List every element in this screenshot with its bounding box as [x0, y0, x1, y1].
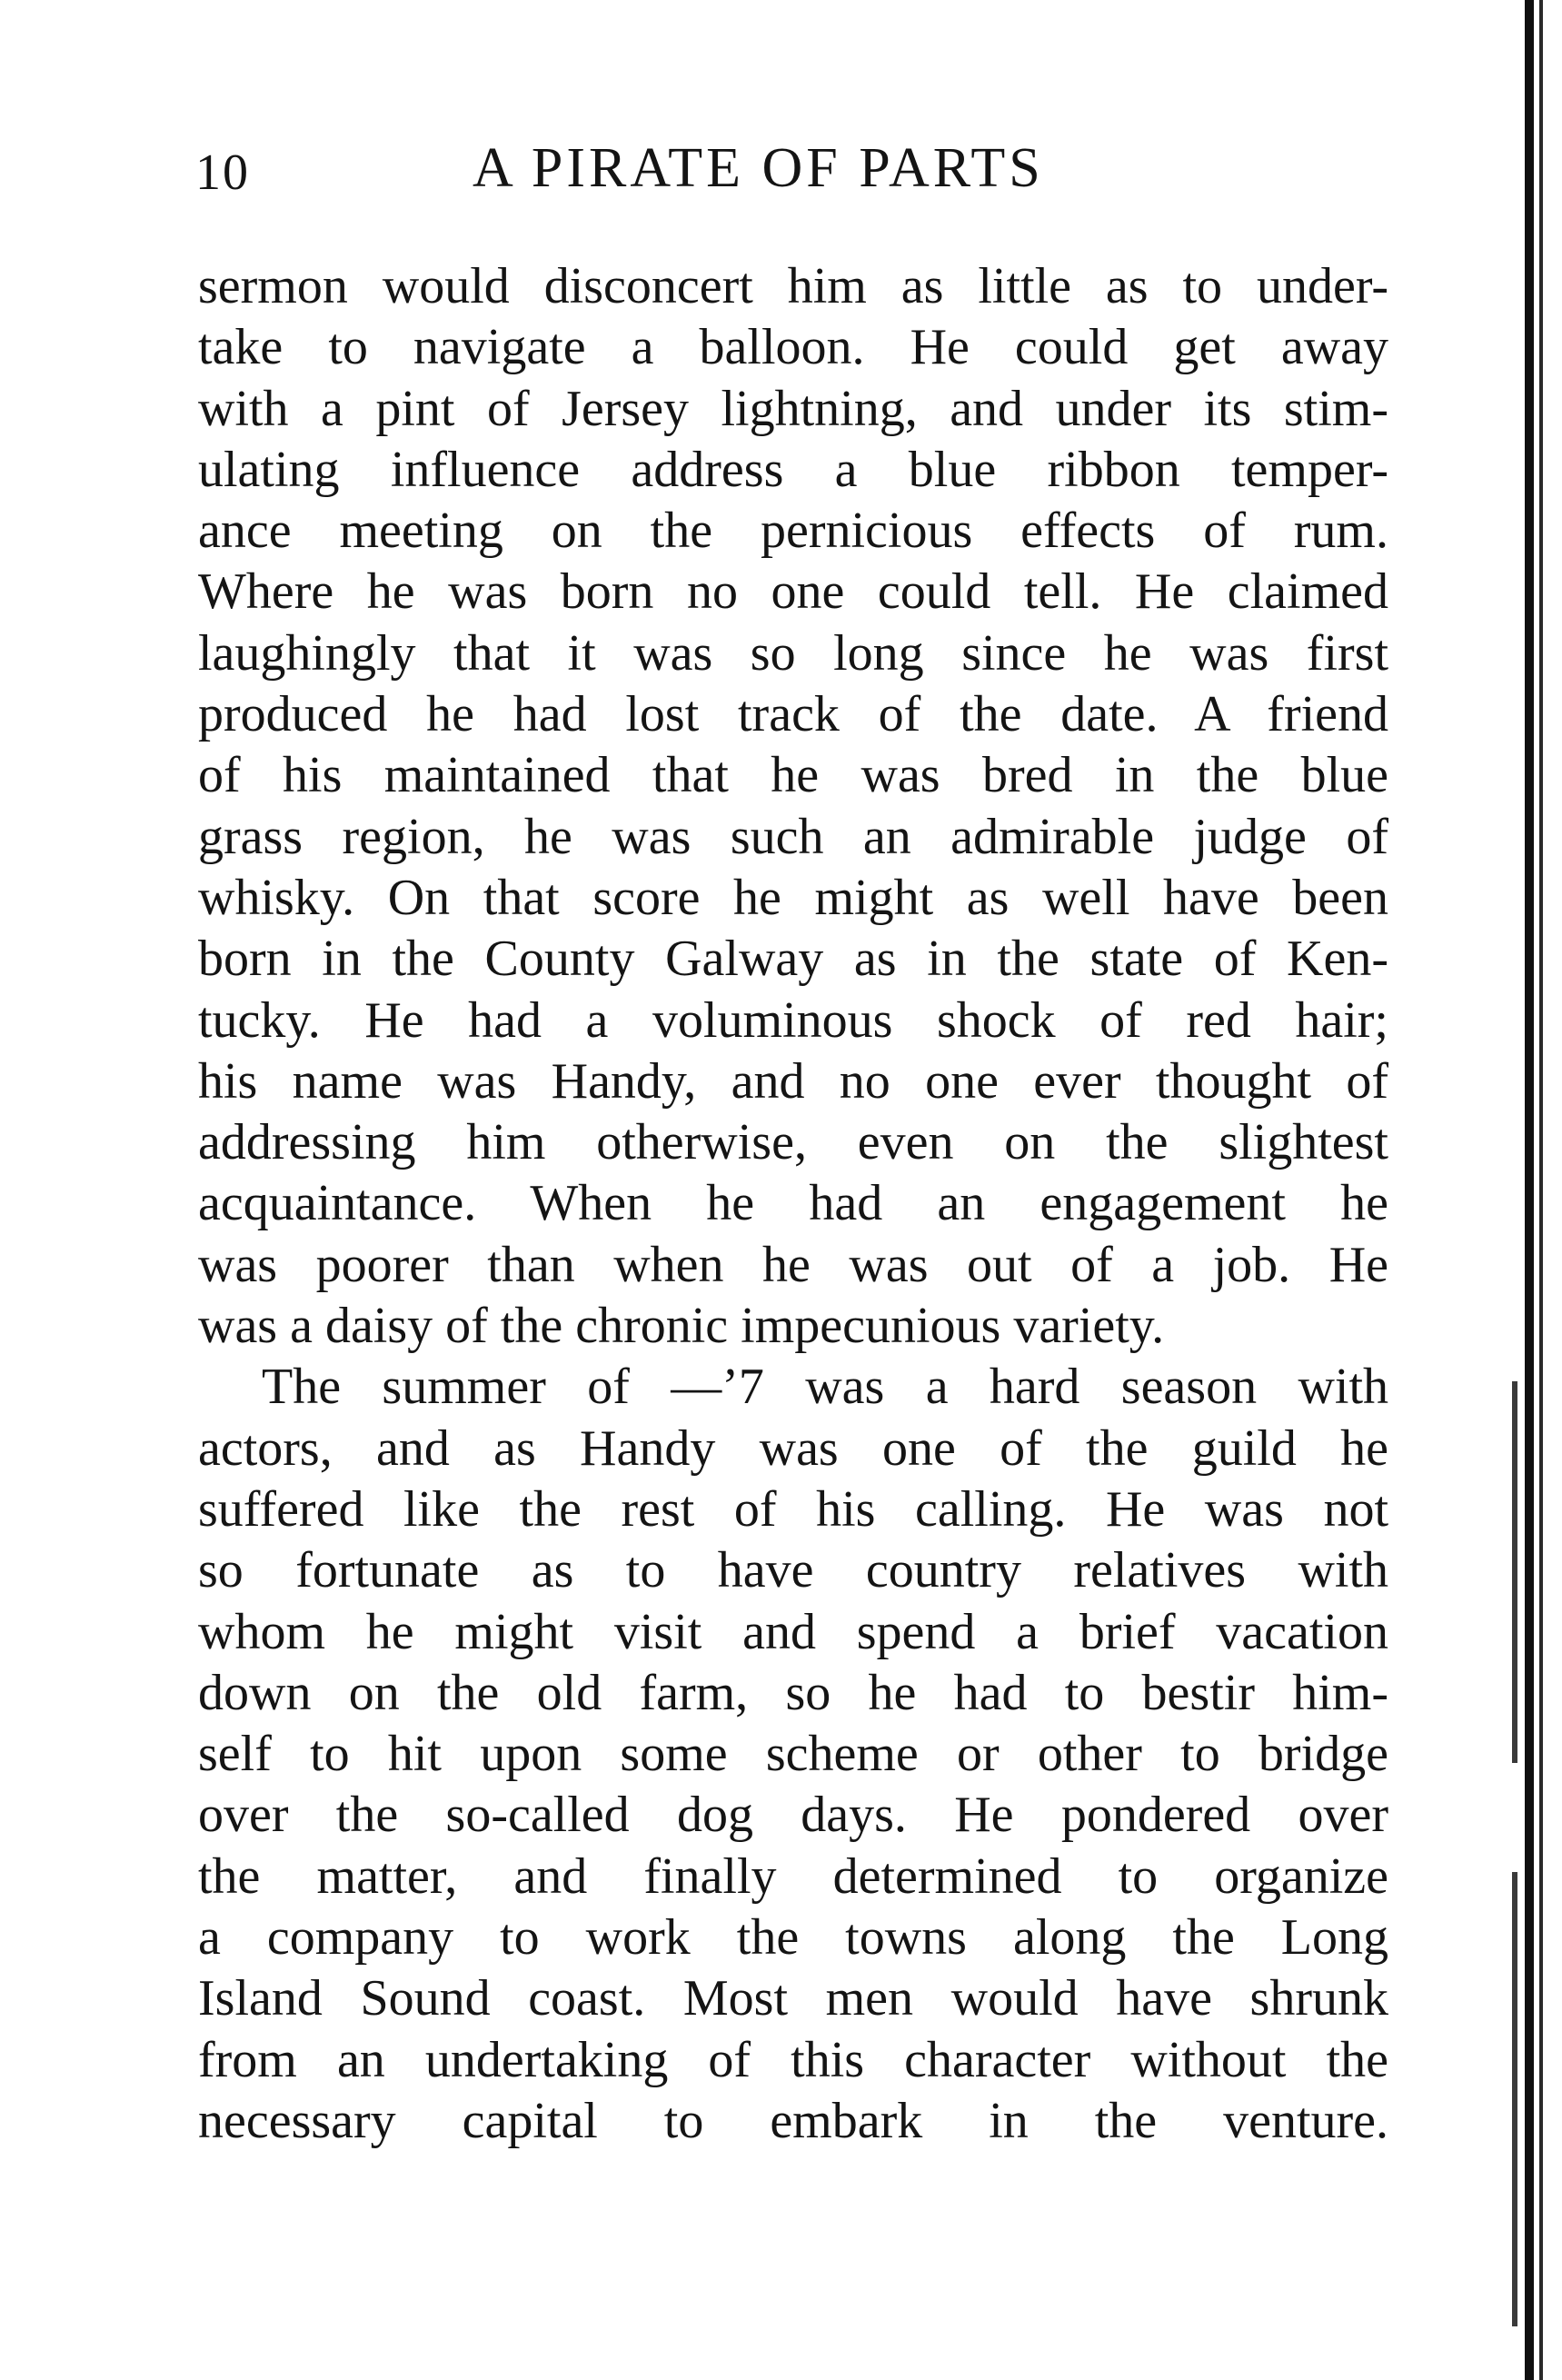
book-title: A PIRATE OF PARTS [473, 137, 1044, 199]
text-line: was a daisy of the chronic impecunious variety. [198, 1298, 1165, 1355]
text-line: whom he might visit and spend a brief vacation [198, 1603, 1388, 1660]
text-line: his name was Handy, and no one ever thought of [198, 1052, 1388, 1110]
page-edge-mark [1512, 1381, 1517, 1763]
page-edge-mark [1512, 1872, 1517, 2326]
text-line: of his maintained that he was bred in the blue [198, 747, 1388, 804]
text-line: over the so-called dog days. He pondered over [198, 1787, 1388, 1844]
text-line: acquaintance. When he had an engagement he [198, 1175, 1388, 1232]
text-line: ulating influence address a blue ribbon temper- [198, 441, 1388, 498]
page-edge-line [1539, 0, 1543, 2380]
text-line: born in the County Galway as in the state of Ken- [198, 931, 1388, 988]
text-line: a company to work the towns along the Long [198, 1909, 1388, 1967]
text-line: suffered like the rest of his calling. He was not [198, 1480, 1388, 1538]
text-line: whisky. On that score he might as well have been [198, 869, 1388, 926]
text-line: the matter, and finally determined to organize [198, 1847, 1388, 1905]
paragraph-1 [198, 256, 1388, 1357]
text-line: laughingly that it was so long since he was first [198, 624, 1388, 682]
text-line: The summer of —’7 was a hard season with [262, 1359, 1388, 1416]
text-line: grass region, he was such an admirable judge of [198, 808, 1388, 865]
text-line: produced he had lost track of the date. A friend [198, 686, 1388, 743]
text-line: Where he was born no one could tell. He claimed [198, 563, 1388, 621]
text-line: so fortunate as to have country relatives with [198, 1542, 1388, 1599]
text-line: tucky. He had a voluminous shock of red hair; [198, 991, 1388, 1049]
text-line: addressing him otherwise, even on the slightest [198, 1114, 1388, 1171]
text-line: sermon would disconcert him as little as to under- [198, 258, 1388, 314]
paragraph-2 [198, 1357, 1388, 2152]
text-line: ance meeting on the pernicious effects of rum. [198, 503, 1388, 560]
text-line: Island Sound coast. Most men would have shrunk [198, 1970, 1388, 2027]
text-line: actors, and as Handy was one of the guild he [198, 1419, 1388, 1477]
running-head [195, 136, 1395, 209]
text-line: with a pint of Jersey lightning, and under its stim- [198, 380, 1388, 437]
body-text [198, 256, 1388, 2152]
page-edge-shadow [1525, 0, 1534, 2380]
text-line: necessary capital to embark in the venture. [198, 2092, 1388, 2149]
text-line: from an undertaking of this character without the [198, 2031, 1388, 2088]
text-line: was poorer than when he was out of a job. He [198, 1236, 1388, 1293]
text-line: self to hit upon some scheme or other to bridge [198, 1726, 1388, 1783]
page-number: 10 [195, 144, 250, 201]
text-line: take to navigate a balloon. He could get away [198, 319, 1388, 376]
text-line: down on the old farm, so he had to bestir him- [198, 1664, 1388, 1721]
